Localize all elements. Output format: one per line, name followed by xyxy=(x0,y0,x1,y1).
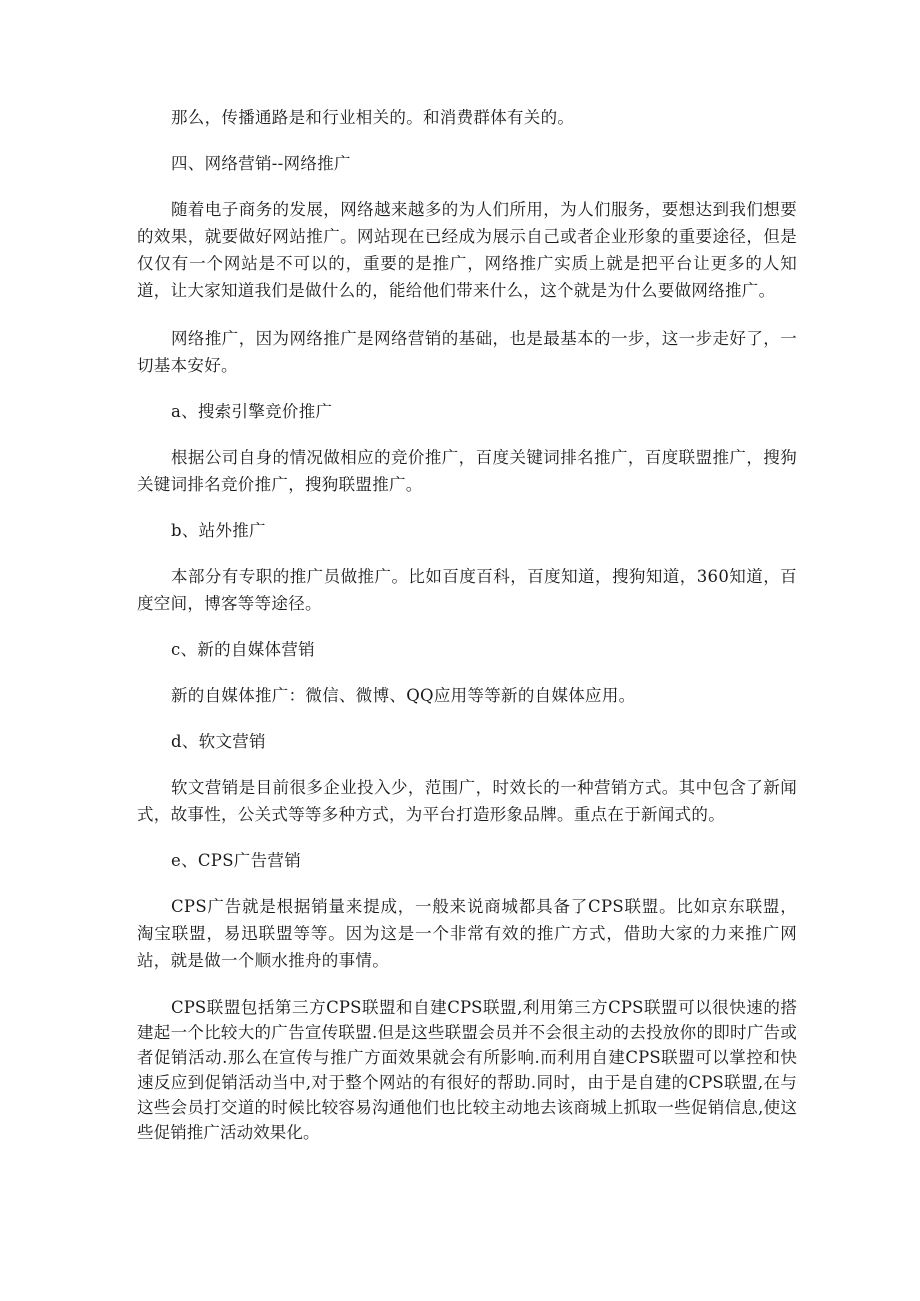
paragraph-offsite-promotion: 本部分有专职的推广员做推广。比如百度百科，百度知道，搜狗知道，360知道，百度空间，博客等等途径。 xyxy=(137,567,797,613)
subheading-cps-ads: e、CPS广告营销 xyxy=(171,851,301,870)
section-heading-network-promotion: 四、网络营销--网络推广 xyxy=(171,154,351,173)
subheading-soft-article: d、软文营销 xyxy=(171,732,266,751)
paragraph-search-engine-bidding: 根据公司自身的情况做相应的竞价推广，百度关键词排名推广，百度联盟推广，搜狗关键词排名竞价推广，搜狗联盟推广。 xyxy=(137,448,797,494)
subheading-offsite-promotion: b、站外推广 xyxy=(171,521,266,540)
paragraph-self-media: 新的自媒体推广：微信、微博、QQ应用等等新的自媒体应用。 xyxy=(171,686,636,705)
paragraph-ecommerce-intro: 随着电子商务的发展，网络越来越多的为人们所用，为人们服务，要想达到我们想要的效果，就要做好网站推广。网站现在已经成为展示自己或者企业形象的重要途径，但是仅仅有一个网站是不可以的，重要的是推广，网络推广实质上就是把平台让更多的人知道，让大家知道我们是做什么的，能给他们带来什么，这个就是为什么要做网络推广。 xyxy=(137,200,797,300)
document-page xyxy=(137,104,797,1145)
paragraph-cps-ads: CPS广告就是根据销量来提成，一般来说商城都具备了CPS联盟。比如京东联盟，淘宝联盟，易迅联盟等等。因为这是一个非常有效的推广方式，借助大家的力来推广网站，就是做一个顺水推舟的事情。 xyxy=(137,897,797,970)
paragraph-network-promotion-basis: 网络推广，因为网络推广是网络营销的基础，也是最基本的一步，这一步走好了，一切基本安好。 xyxy=(137,329,797,375)
paragraph-propagation: 那么，传播通路是和行业相关的。和消费群体有关的。 xyxy=(171,108,575,127)
subheading-self-media: c、新的自媒体营销 xyxy=(171,640,315,659)
subheading-search-engine-bidding: a、搜索引擎竞价推广 xyxy=(171,402,333,421)
paragraph-cps-alliance: CPS联盟包括第三方CPS联盟和自建CPS联盟,利用第三方CPS联盟可以很快速的搭建起一个比较大的广告宣传联盟.但是这些联盟会员并不会很主动的去投放你的即时广告或者促销活动.那么在宣传与推广方面效果就会有所影响.而利用自建CPS联盟可以掌控和快速反应到促销活动当中,对于整个网站的有很好的帮助.同时，由于是自建的CPS联盟,在与这些会员打交道的时候比较容易沟通他们也比较主动地去该商城上抓取一些促销信息,使这些促销推广活动效果化。 xyxy=(137,998,797,1142)
paragraph-soft-article: 软文营销是目前很多企业投入少，范围广，时效长的一种营销方式。其中包含了新闻式，故事性，公关式等等多种方式，为平台打造形象品牌。重点在于新闻式的。 xyxy=(137,778,797,824)
